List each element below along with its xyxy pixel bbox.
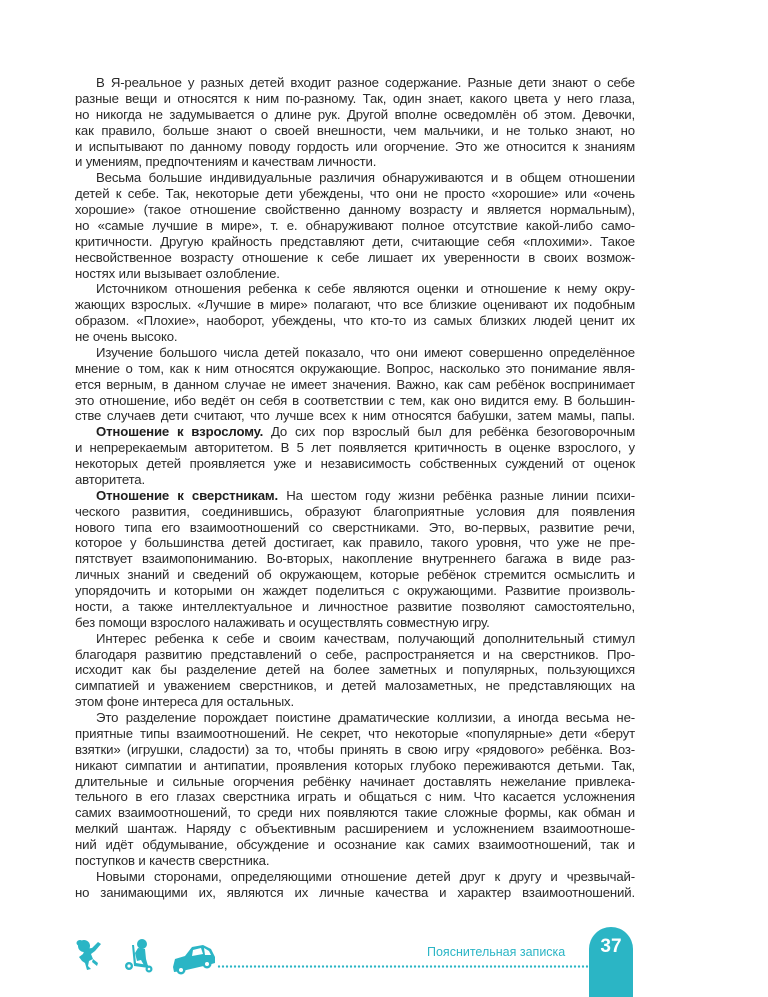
- text-line: некоторых детей проявляется уже и независимость собственных суждений от оценок: [75, 456, 635, 471]
- page-number: 37: [600, 936, 622, 957]
- body-text: [75, 75, 635, 901]
- text-line: Источником отношения ребенка к себе являются оценки и отношение к нему окру-: [96, 281, 635, 297]
- text-line: упорядочить и которыми он жаждет поделиться с окружающими. Развитие произволь-: [75, 583, 635, 598]
- text-line: авторитета.: [75, 471, 146, 487]
- text-line: ется верным, в данном случае не имеет значения. Важно, как сам ребёнок воспринимает: [75, 376, 635, 392]
- text-line: детей к себе. Так, некоторые дети убеждены, что они не просто «хорошие» или «очень: [75, 186, 635, 202]
- text-line: самих взаимоотношений, то среди них появляются такие сложные формы, как обман и: [75, 805, 635, 821]
- text-line: которое у большинства детей достигает, как правило, такого уровня, что уже не пре-: [75, 535, 635, 551]
- text-line: Изучение большого числа детей показало, что они имеют совершенно определённое: [96, 344, 635, 360]
- text-line: стве случаев дети считают, что лучше всех к ним относятся бабушки, затем мамы, папы.: [75, 408, 635, 424]
- text-line: и умениям, предпочтениям и качествам личности.: [75, 154, 377, 170]
- footer-dotted-rule: [217, 965, 591, 968]
- text-line: исходит как бы разделение детей на более заметных и популярных, пользующихся: [75, 662, 635, 678]
- text-line: нового типа его взаимоотношений со сверстниками. Это, во-первых, развитие речи,: [75, 519, 635, 535]
- text-line: и непререкаемым авторитетом. В 5 лет появляется критичность в оценке взрослого, у: [75, 440, 635, 456]
- text-line: мелкий шантаж. Наряду с объективным расширением и усложнением взаимоотноше-: [75, 821, 635, 837]
- running-girl-icon: [76, 939, 102, 970]
- text-line: тельного в его глазах сверстника играть и общаться с ним. Что касается усложнения: [75, 789, 635, 805]
- text-line: жающих взрослых. «Лучшие в мире» полагают, что все близкие оценивают их подобным: [75, 297, 635, 313]
- text-line: ности, а также интеллектуальное и личностное развитие позволяют самостоятельно,: [75, 598, 635, 614]
- text-line: благодаря развитию представлений о себе, распространяется и на сверстников. Про-: [75, 646, 635, 662]
- text-line: и испытывают по данному поводу гордость или огорчение. Это же относится к знаниям: [75, 138, 635, 154]
- text-line: личных знаний и сведений об окружающем, которые ребёнок стремится осмыслить и: [75, 567, 635, 583]
- text-line: ний идёт обдумывание, обсуждение и осознание как самих взаимоотношений, так и: [75, 837, 635, 852]
- text-line: никают симпатии и антипатии, проявления которых глубоко переживаются детьми. Так,: [75, 757, 635, 773]
- line-text: На шестом году жизни ребёнка разные линии психи-: [278, 487, 635, 503]
- text-line: этом фоне интереса для остальных.: [75, 694, 294, 710]
- text-line: ческого развития, соединившись, образуют благоприятные условия для появления: [75, 503, 635, 519]
- text-line: Новыми сторонами, определяющими отношение детей друг к другу и чрезвычай-: [96, 868, 635, 884]
- text-line: критичности. Другую крайность представляют дети, считающие себя «плохими». Такое: [75, 233, 635, 249]
- line-text: До сих пор взрослый был для ребёнка безоговорочным: [263, 424, 635, 440]
- text-line: но занимающими их, являются их личные качества и характер взаимоотношений.: [75, 884, 635, 900]
- text-line: взятки» (игрушки, сладости) за то, чтобы принять в свою игру «рядового» ребёнка. Воз-: [75, 741, 635, 757]
- text-line: пятствует взаимопониманию. Во-вторых, накопление внутреннего багажа в виде раз-: [75, 551, 635, 567]
- text-line: без помощи взрослого налаживать и осуществлять совместную игру.: [75, 614, 490, 630]
- text-line: поступков и качеств сверстника.: [75, 852, 270, 868]
- text-line: но «самые лучшие в мире», т. е. обнаруживают полное отсутствие какой-либо само-: [75, 217, 635, 233]
- footer-section-title: Пояснительная записка: [427, 945, 566, 959]
- text-line: ностях или вызывает озлобление.: [75, 265, 280, 281]
- text-line: симпатией и уважением сверстников, и детей малозаметных, не представляющих на: [75, 678, 635, 694]
- text-line: мнение о том, как к ним относятся окружающие. Вопрос, насколько это понимание явля-: [75, 360, 635, 376]
- text-line: В Я-реальное у разных детей входит разное содержание. Разные дети знают о себе: [96, 75, 635, 90]
- scooter-child-icon: [123, 939, 153, 973]
- text-line: хорошие» (такое отношение свойственно данному возрасту и является нормальным),: [75, 202, 635, 217]
- text-line: как правило, больше знают о своей внешности, чем мальчики, и не только знают, но: [75, 122, 635, 138]
- text-line: приятные типы взаимоотношений. Не секрет, что некоторые «популярные» дети «берут: [75, 725, 635, 741]
- text-line: длительные и сильные огорчения ребёнку начинает доставлять нежелание привлека-: [75, 773, 635, 789]
- text-line: [75, 488, 635, 504]
- text-line: но никогда не задумывается о длине рук. Другой вполне осведомлён об этом. Девочки,: [75, 106, 635, 122]
- text-line: разные вещи и относятся к ним по-разному. Так, один знает, какого цвета у него глаза,: [75, 90, 635, 106]
- text-line: образом. «Плохие», наоборот, убеждены, что кто-то из самых близких людей ценит их: [75, 313, 635, 329]
- text-line: Это разделение порождает поистине драматические коллизии, а иногда весьма не-: [96, 710, 635, 725]
- text-line: [75, 424, 635, 440]
- bold-heading: Отношение к сверстникам.: [96, 487, 279, 503]
- text-line: это отношение, ибо ведёт он себя в соответствии с тем, как оно видится ему. В большин-: [75, 392, 635, 408]
- text-line: Весьма большие индивидуальные различия обнаруживаются и в общем отношении: [96, 170, 635, 186]
- car-icon: [170, 943, 216, 976]
- text-line: несвойственное возрасту отношение к себе лишает их уверенности в своих возмож-: [75, 249, 635, 265]
- text-line: Интерес ребенка к себе и своим качествам, получающий дополнительный стимул: [96, 630, 635, 646]
- bold-heading: Отношение к взрослому.: [96, 424, 264, 440]
- text-line: не очень высоко.: [75, 329, 178, 344]
